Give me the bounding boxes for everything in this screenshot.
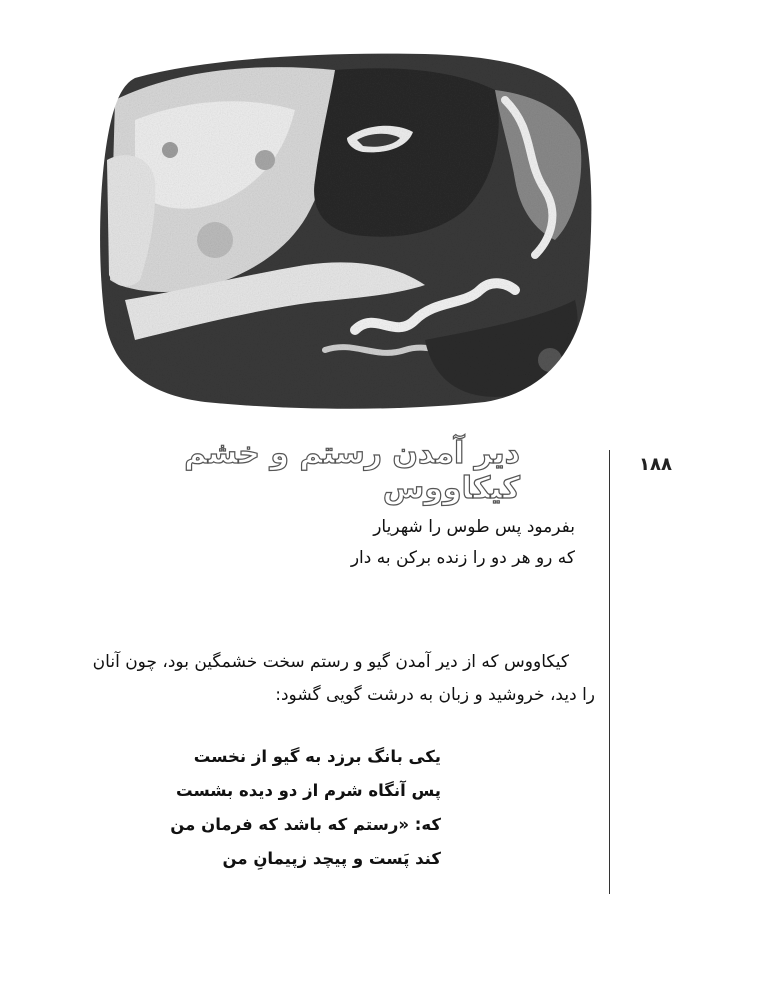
prose-line-text: کیکاووس که از دیر آمدن گیو و رستم سخت خشمگین بود، چون آنان: [92, 652, 569, 672]
chapter-title: دیر آمدن رستم و خشم کیکاووس: [184, 436, 520, 506]
verse-line: یکی بانگ برزد به گیو از نخست: [193, 747, 441, 766]
prose-paragraph: [65, 646, 595, 712]
prose-line: را دید، خروشید و زبان به درشت گویی گشود:: [275, 685, 595, 705]
verse-line: کند پَست و پیچد زپیمانِ من: [222, 849, 441, 868]
verse-line: که رو هر دو را زنده برکن به دار: [350, 548, 575, 568]
verse-block-1: [275, 512, 575, 574]
verse-line: پس آنگاه شرم از دو دیده بشست: [175, 781, 441, 800]
margin-rule: [609, 450, 610, 894]
verse-line: بفرمود پس طوس را شهریار: [373, 517, 575, 537]
verse-block-2: [170, 740, 441, 876]
page-number: ۱۸۸: [639, 454, 672, 475]
prose-line: [65, 646, 595, 679]
ink-painting-illustration-icon: [95, 40, 600, 412]
verse-line: که: «رستم که باشد که فرمان من: [170, 815, 441, 834]
